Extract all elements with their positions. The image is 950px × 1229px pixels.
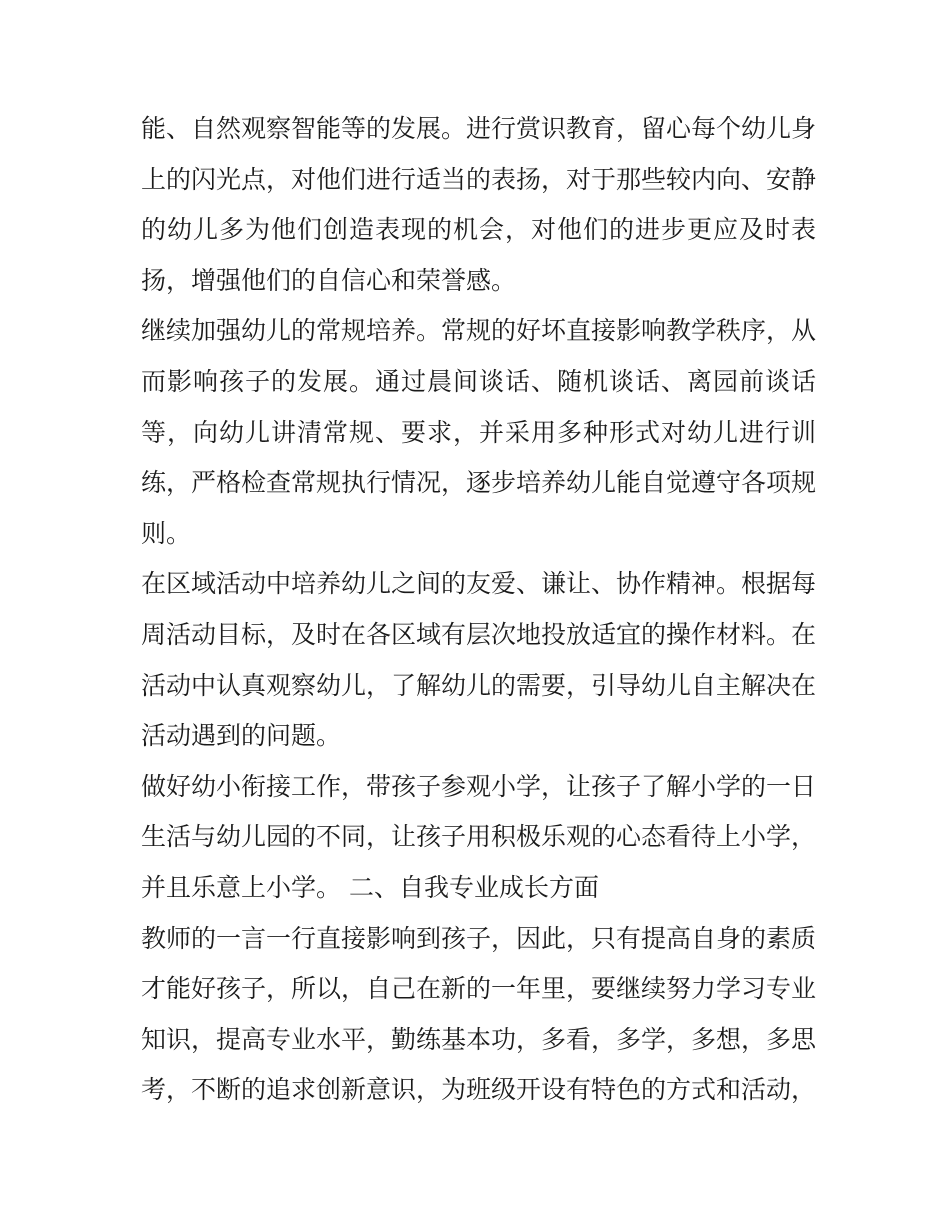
text-line: 而影响孩子的发展。通过晨间谈话、随机谈话、离园前谈话 (141, 366, 816, 396)
text-line: 做好幼小衔接工作，带孩子参观小学，让孩子了解小学的一日 (141, 771, 817, 801)
text-line: 活动遇到的问题。 (141, 721, 342, 751)
text-line: 继续加强幼儿的常规培养。常规的好坏直接影响教学秩序，从 (141, 316, 817, 346)
text-line: 周活动目标，及时在各区域有层次地投放适宜的操作材料。在 (141, 619, 817, 649)
text-line: 才能好孩子，所以，自己在新的一年里，要继续努力学习专业 (141, 974, 817, 1004)
text-line: 练，严格检查常规执行情况，逐步培养幼儿能自觉遵守各项规 (141, 468, 817, 498)
text-line: 考，不断的追求创新意识，为班级开设有特色的方式和活动， (141, 1075, 817, 1105)
text-line: 教师的一言一行直接影响到孩子，因此，只有提高自身的素质 (141, 923, 817, 953)
text-line: 能、自然观察智能等的发展。进行赏识教育，留心每个幼儿身 (141, 114, 817, 143)
body-text (141, 104, 816, 1116)
text-line: 则。 (141, 518, 192, 548)
text-line: 知识，提高专业水平，勤练基本功，多看，多学，多想，多思 (141, 1024, 817, 1054)
text-line: 生活与幼儿园的不同，让孩子用积极乐观的心态看待上小学， (141, 822, 817, 852)
text-line: 在区域活动中培养幼儿之间的友爱、谦让、协作精神。根据每 (141, 569, 817, 599)
text-line: 的幼儿多为他们创造表现的机会，对他们的进步更应及时表 (141, 215, 816, 245)
text-line: 并且乐意上小学。 二、自我专业成长方面 (141, 872, 599, 902)
text-line: 等，向幼儿讲清常规、要求，并采用多种形式对幼儿进行训 (141, 417, 816, 447)
text-line: 上的闪光点，对他们进行适当的表扬，对于那些较内向、安静 (141, 164, 817, 194)
text-line: 扬，增强他们的自信心和荣誉感。 (141, 265, 517, 295)
text-line: 活动中认真观察幼儿，了解幼儿的需要，引导幼儿自主解决在 (141, 670, 817, 700)
